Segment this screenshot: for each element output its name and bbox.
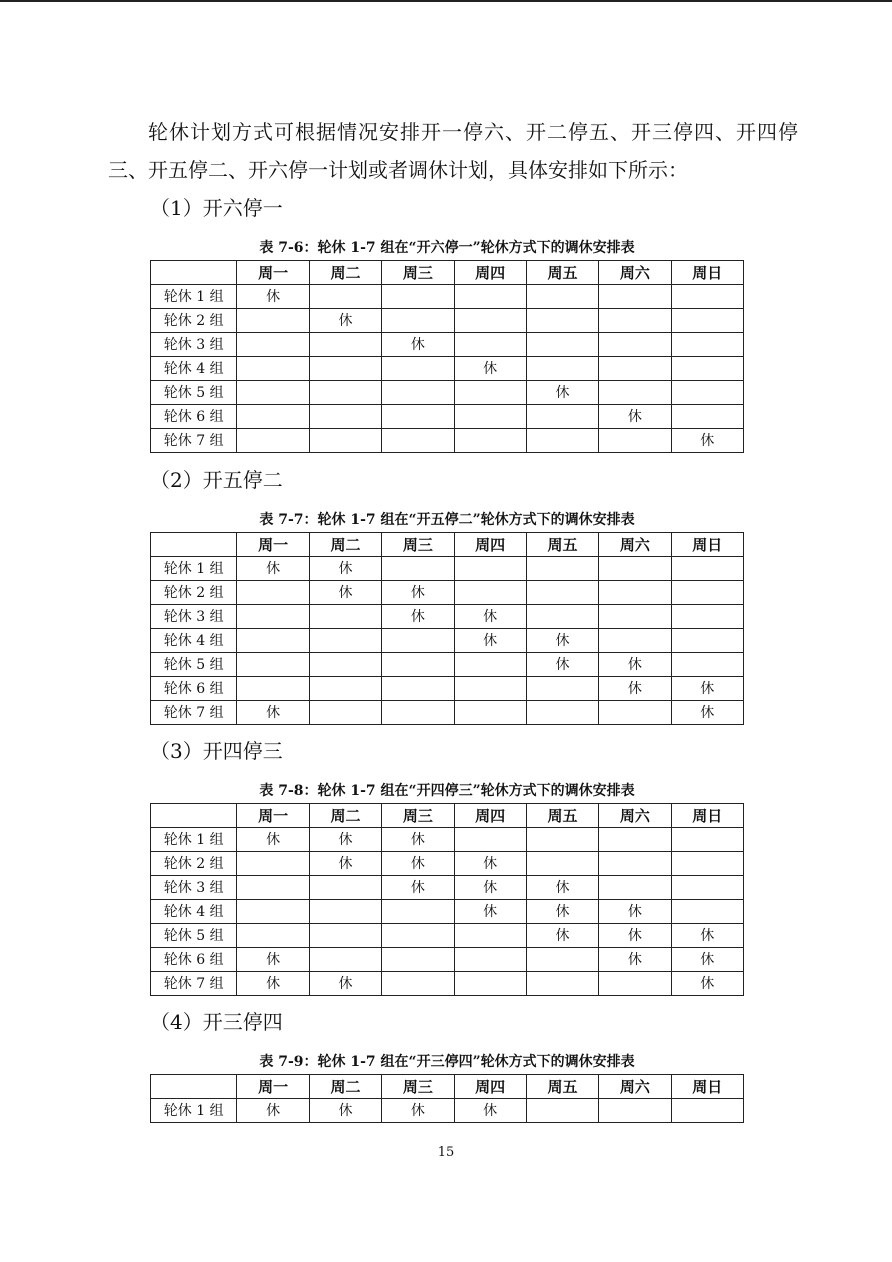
header-corner-cell	[151, 804, 237, 828]
empty-cell	[599, 629, 671, 653]
rest-cell: 休	[382, 605, 454, 629]
empty-cell	[454, 285, 526, 309]
day-header-cell: 周三	[382, 533, 454, 557]
empty-cell	[599, 605, 671, 629]
table-row	[151, 357, 744, 381]
table-row	[151, 333, 744, 357]
group-label-cell: 轮休 1 组	[151, 828, 237, 852]
header-corner-cell	[151, 533, 237, 557]
empty-cell	[309, 948, 381, 972]
section-heading-1: （1）开六停一	[150, 196, 283, 220]
empty-cell	[599, 701, 671, 725]
empty-cell	[526, 581, 598, 605]
rest-cell: 休	[599, 677, 671, 701]
page-number: 15	[437, 1145, 455, 1160]
empty-cell	[671, 1099, 743, 1123]
day-header-cell: 周四	[454, 261, 526, 285]
rest-cell: 休	[382, 581, 454, 605]
group-label-cell: 轮休 5 组	[151, 381, 237, 405]
group-label-cell: 轮休 3 组	[151, 605, 237, 629]
header-corner-cell	[151, 261, 237, 285]
group-label-cell: 轮休 6 组	[151, 948, 237, 972]
empty-cell	[309, 333, 381, 357]
empty-cell	[382, 357, 454, 381]
group-label-cell: 轮休 3 组	[151, 876, 237, 900]
table-row	[151, 701, 744, 725]
table-row	[151, 1099, 744, 1123]
empty-cell	[454, 405, 526, 429]
empty-cell	[237, 381, 309, 405]
empty-cell	[454, 429, 526, 453]
empty-cell	[599, 972, 671, 996]
day-header-cell: 周一	[237, 804, 309, 828]
rest-cell: 休	[671, 677, 743, 701]
day-header-cell: 周五	[526, 1075, 598, 1099]
day-header-cell: 周六	[599, 804, 671, 828]
rest-cell: 休	[599, 924, 671, 948]
empty-cell	[526, 605, 598, 629]
empty-cell	[454, 924, 526, 948]
empty-cell	[526, 677, 598, 701]
day-header-cell: 周一	[237, 533, 309, 557]
empty-cell	[526, 405, 598, 429]
table-row	[151, 948, 744, 972]
empty-cell	[671, 285, 743, 309]
day-header-cell: 周二	[309, 261, 381, 285]
rest-cell: 休	[671, 429, 743, 453]
table-caption-4: 表 7-9：轮休 1-7 组在“开三停四”轮休方式下的调休安排表	[259, 1054, 635, 1070]
table-header-row	[151, 804, 744, 828]
day-header-cell: 周二	[309, 533, 381, 557]
empty-cell	[237, 924, 309, 948]
day-header-cell: 周五	[526, 261, 598, 285]
rest-cell: 休	[454, 1099, 526, 1123]
empty-cell	[599, 1099, 671, 1123]
day-header-cell: 周日	[671, 533, 743, 557]
empty-cell	[382, 381, 454, 405]
rest-cell: 休	[309, 581, 381, 605]
group-label-cell: 轮休 2 组	[151, 852, 237, 876]
empty-cell	[309, 900, 381, 924]
empty-cell	[599, 309, 671, 333]
empty-cell	[454, 309, 526, 333]
day-header-cell: 周二	[309, 804, 381, 828]
rest-cell: 休	[671, 972, 743, 996]
table-header-row	[151, 1075, 744, 1099]
day-header-cell: 周三	[382, 261, 454, 285]
empty-cell	[599, 381, 671, 405]
rest-cell: 休	[237, 701, 309, 725]
page-top-rule	[0, 0, 892, 2]
empty-cell	[671, 900, 743, 924]
rest-cell: 休	[526, 900, 598, 924]
day-header-cell: 周二	[309, 1075, 381, 1099]
empty-cell	[309, 924, 381, 948]
table-row	[151, 285, 744, 309]
empty-cell	[526, 701, 598, 725]
table-row	[151, 381, 744, 405]
rest-cell: 休	[309, 852, 381, 876]
day-header-cell: 周五	[526, 804, 598, 828]
day-header-cell: 周六	[599, 533, 671, 557]
day-header-cell: 周日	[671, 1075, 743, 1099]
empty-cell	[454, 333, 526, 357]
empty-cell	[671, 557, 743, 581]
rest-cell: 休	[526, 924, 598, 948]
rest-cell: 休	[382, 1099, 454, 1123]
empty-cell	[237, 852, 309, 876]
empty-cell	[526, 309, 598, 333]
empty-cell	[382, 653, 454, 677]
empty-cell	[237, 429, 309, 453]
empty-cell	[454, 581, 526, 605]
empty-cell	[599, 285, 671, 309]
empty-cell	[671, 381, 743, 405]
table-header-row	[151, 261, 744, 285]
rest-cell: 休	[671, 948, 743, 972]
empty-cell	[309, 677, 381, 701]
empty-cell	[237, 876, 309, 900]
empty-cell	[237, 677, 309, 701]
day-header-cell: 周三	[382, 804, 454, 828]
day-header-cell: 周一	[237, 261, 309, 285]
group-label-cell: 轮休 5 组	[151, 924, 237, 948]
table-row	[151, 852, 744, 876]
empty-cell	[526, 285, 598, 309]
table-row	[151, 972, 744, 996]
table-row	[151, 429, 744, 453]
group-label-cell: 轮休 1 组	[151, 285, 237, 309]
empty-cell	[671, 629, 743, 653]
table-caption-1: 表 7-6：轮休 1-7 组在“开六停一”轮休方式下的调休安排表	[259, 240, 635, 256]
header-corner-cell	[151, 1075, 237, 1099]
empty-cell	[599, 828, 671, 852]
empty-cell	[454, 381, 526, 405]
empty-cell	[237, 333, 309, 357]
empty-cell	[309, 285, 381, 309]
section-heading-4: （4）开三停四	[150, 1010, 283, 1034]
group-label-cell: 轮休 5 组	[151, 653, 237, 677]
table-row	[151, 629, 744, 653]
empty-cell	[671, 828, 743, 852]
rest-cell: 休	[671, 924, 743, 948]
empty-cell	[454, 701, 526, 725]
group-label-cell: 轮休 6 组	[151, 405, 237, 429]
empty-cell	[382, 405, 454, 429]
section-heading-3: （3）开四停三	[150, 739, 283, 763]
empty-cell	[526, 1099, 598, 1123]
empty-cell	[454, 972, 526, 996]
rest-cell: 休	[382, 852, 454, 876]
empty-cell	[526, 357, 598, 381]
rest-cell: 休	[237, 1099, 309, 1123]
rest-cell: 休	[526, 653, 598, 677]
empty-cell	[309, 357, 381, 381]
day-header-cell: 周日	[671, 804, 743, 828]
rest-cell: 休	[526, 381, 598, 405]
empty-cell	[382, 629, 454, 653]
empty-cell	[382, 900, 454, 924]
table-caption-2: 表 7-7：轮休 1-7 组在“开五停二”轮休方式下的调休安排表	[259, 512, 635, 528]
rest-cell: 休	[309, 828, 381, 852]
group-label-cell: 轮休 1 组	[151, 557, 237, 581]
section-heading-2: （2）开五停二	[150, 468, 283, 492]
empty-cell	[599, 852, 671, 876]
table-row	[151, 309, 744, 333]
rest-cell: 休	[382, 876, 454, 900]
day-header-cell: 周五	[526, 533, 598, 557]
rest-cell: 休	[309, 309, 381, 333]
empty-cell	[309, 429, 381, 453]
empty-cell	[671, 357, 743, 381]
empty-cell	[237, 653, 309, 677]
empty-cell	[237, 900, 309, 924]
rest-cell: 休	[454, 629, 526, 653]
rest-cell: 休	[382, 333, 454, 357]
day-header-cell: 周六	[599, 261, 671, 285]
empty-cell	[671, 309, 743, 333]
rest-cell: 休	[454, 357, 526, 381]
table-row	[151, 677, 744, 701]
empty-cell	[237, 581, 309, 605]
day-header-cell: 周四	[454, 804, 526, 828]
empty-cell	[599, 357, 671, 381]
empty-cell	[309, 605, 381, 629]
schedule-table-3	[150, 803, 744, 996]
table-row	[151, 828, 744, 852]
empty-cell	[382, 677, 454, 701]
empty-cell	[454, 828, 526, 852]
rest-cell: 休	[454, 852, 526, 876]
table-caption-3: 表 7-8：轮休 1-7 组在“开四停三”轮休方式下的调休安排表	[259, 783, 635, 799]
empty-cell	[671, 581, 743, 605]
table-header-row	[151, 533, 744, 557]
rest-cell: 休	[599, 948, 671, 972]
empty-cell	[454, 557, 526, 581]
empty-cell	[382, 557, 454, 581]
group-label-cell: 轮休 7 组	[151, 701, 237, 725]
rest-cell: 休	[454, 876, 526, 900]
empty-cell	[599, 557, 671, 581]
empty-cell	[526, 948, 598, 972]
empty-cell	[526, 333, 598, 357]
group-label-cell: 轮休 4 组	[151, 629, 237, 653]
empty-cell	[454, 948, 526, 972]
intro-paragraph: 轮休计划方式可根据情况安排开一停六、开二停五、开三停四、开四停三、开五停二、开六停一计划或者调休计划，具体安排如下所示：	[108, 120, 798, 182]
rest-cell: 休	[309, 1099, 381, 1123]
table-row	[151, 900, 744, 924]
group-label-cell: 轮休 7 组	[151, 972, 237, 996]
empty-cell	[382, 972, 454, 996]
empty-cell	[454, 653, 526, 677]
empty-cell	[309, 653, 381, 677]
empty-cell	[237, 405, 309, 429]
empty-cell	[309, 701, 381, 725]
rest-cell: 休	[237, 285, 309, 309]
schedule-table-2	[150, 532, 744, 725]
group-label-cell: 轮休 3 组	[151, 333, 237, 357]
schedule-table-1	[150, 260, 744, 453]
table-row	[151, 605, 744, 629]
rest-cell: 休	[237, 828, 309, 852]
rest-cell: 休	[382, 828, 454, 852]
rest-cell: 休	[237, 972, 309, 996]
rest-cell: 休	[599, 405, 671, 429]
empty-cell	[309, 381, 381, 405]
empty-cell	[309, 876, 381, 900]
empty-cell	[454, 677, 526, 701]
group-label-cell: 轮休 4 组	[151, 900, 237, 924]
schedule-table-4	[150, 1074, 744, 1123]
day-header-cell: 周日	[671, 261, 743, 285]
empty-cell	[526, 852, 598, 876]
empty-cell	[237, 309, 309, 333]
empty-cell	[382, 924, 454, 948]
empty-cell	[671, 653, 743, 677]
day-header-cell: 周六	[599, 1075, 671, 1099]
group-label-cell: 轮休 1 组	[151, 1099, 237, 1123]
rest-cell: 休	[237, 948, 309, 972]
rest-cell: 休	[237, 557, 309, 581]
day-header-cell: 周四	[454, 533, 526, 557]
empty-cell	[671, 876, 743, 900]
empty-cell	[599, 876, 671, 900]
table-row	[151, 557, 744, 581]
rest-cell: 休	[309, 972, 381, 996]
empty-cell	[237, 357, 309, 381]
empty-cell	[382, 948, 454, 972]
empty-cell	[309, 629, 381, 653]
empty-cell	[382, 429, 454, 453]
empty-cell	[237, 605, 309, 629]
rest-cell: 休	[454, 900, 526, 924]
day-header-cell: 周四	[454, 1075, 526, 1099]
empty-cell	[599, 429, 671, 453]
empty-cell	[382, 285, 454, 309]
group-label-cell: 轮休 2 组	[151, 309, 237, 333]
table-row	[151, 581, 744, 605]
day-header-cell: 周一	[237, 1075, 309, 1099]
empty-cell	[671, 405, 743, 429]
rest-cell: 休	[526, 629, 598, 653]
empty-cell	[599, 333, 671, 357]
day-header-cell: 周三	[382, 1075, 454, 1099]
empty-cell	[599, 581, 671, 605]
empty-cell	[526, 972, 598, 996]
empty-cell	[526, 557, 598, 581]
empty-cell	[382, 701, 454, 725]
empty-cell	[526, 429, 598, 453]
group-label-cell: 轮休 2 组	[151, 581, 237, 605]
rest-cell: 休	[454, 605, 526, 629]
rest-cell: 休	[526, 876, 598, 900]
group-label-cell: 轮休 7 组	[151, 429, 237, 453]
empty-cell	[671, 333, 743, 357]
table-row	[151, 924, 744, 948]
empty-cell	[237, 629, 309, 653]
rest-cell: 休	[599, 900, 671, 924]
table-row	[151, 405, 744, 429]
table-row	[151, 876, 744, 900]
group-label-cell: 轮休 6 组	[151, 677, 237, 701]
rest-cell: 休	[671, 701, 743, 725]
empty-cell	[671, 852, 743, 876]
empty-cell	[526, 828, 598, 852]
table-row	[151, 653, 744, 677]
rest-cell: 休	[599, 653, 671, 677]
empty-cell	[382, 309, 454, 333]
empty-cell	[671, 605, 743, 629]
empty-cell	[309, 405, 381, 429]
rest-cell: 休	[309, 557, 381, 581]
group-label-cell: 轮休 4 组	[151, 357, 237, 381]
